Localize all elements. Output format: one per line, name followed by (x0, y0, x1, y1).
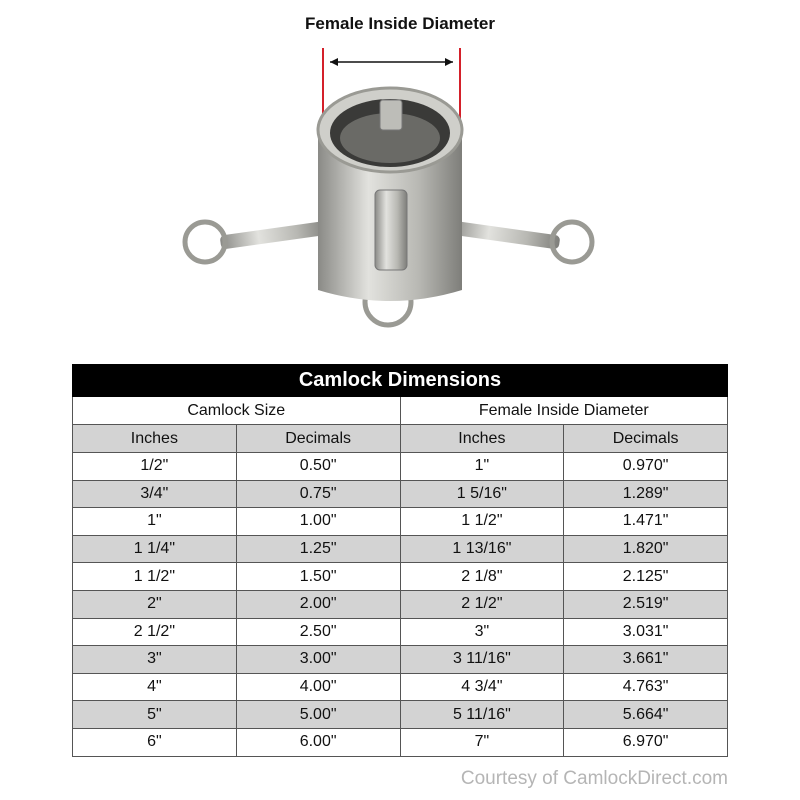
table-cell: 1.00" (236, 508, 400, 536)
column-header: Decimals (236, 425, 400, 453)
table-cell: 5.00" (236, 701, 400, 729)
table-cell: 5 11/16" (400, 701, 564, 729)
table-cell: 0.970" (564, 453, 728, 481)
table-cell: 2 1/2" (73, 618, 237, 646)
table-cell: 0.50" (236, 453, 400, 481)
camlock-fitting-illustration (170, 40, 610, 340)
table-cell: 1 1/2" (400, 508, 564, 536)
table-cell: 6.00" (236, 728, 400, 756)
table-cell: 1" (400, 453, 564, 481)
table-cell: 1 1/4" (73, 535, 237, 563)
table-cell: 1.50" (236, 563, 400, 591)
table-cell: 2.50" (236, 618, 400, 646)
table-row (73, 701, 728, 729)
table-cell: 4 3/4" (400, 673, 564, 701)
table-cell: 3/4" (73, 480, 237, 508)
table-cell: 6" (73, 728, 237, 756)
table-row (73, 618, 728, 646)
table-row (73, 535, 728, 563)
table-cell: 3" (73, 646, 237, 674)
table-cell: 2.125" (564, 563, 728, 591)
table-cell: 4" (73, 673, 237, 701)
camlock-dimensions-table (72, 364, 728, 757)
table-row (73, 646, 728, 674)
table-row (73, 673, 728, 701)
table-cell: 2" (73, 590, 237, 618)
table-cell: 3.661" (564, 646, 728, 674)
table-cell: 5" (73, 701, 237, 729)
table-cell: 5.664" (564, 701, 728, 729)
table-cell: 3.00" (236, 646, 400, 674)
table-cell: 2.00" (236, 590, 400, 618)
table-cell: 4.763" (564, 673, 728, 701)
table-cell: 0.75" (236, 480, 400, 508)
table-cell: 1 1/2" (73, 563, 237, 591)
table-cell: 2.519" (564, 590, 728, 618)
table-cell: 1/2" (73, 453, 237, 481)
column-header: Inches (73, 425, 237, 453)
table-cell: 1" (73, 508, 237, 536)
group-header-female-inside-diameter: Female Inside Diameter (400, 397, 728, 425)
table-cell: 3.031" (564, 618, 728, 646)
diameter-label: Female Inside Diameter (305, 14, 495, 33)
table-cell: 7" (400, 728, 564, 756)
table-cell: 6.970" (564, 728, 728, 756)
table-row (73, 728, 728, 756)
table-title: Camlock Dimensions (73, 365, 728, 397)
table-cell: 4.00" (236, 673, 400, 701)
credit-text: Courtesy of CamlockDirect.com (460, 768, 728, 789)
table-cell: 2 1/2" (400, 590, 564, 618)
table-cell: 1.820" (564, 535, 728, 563)
table-row (73, 563, 728, 591)
table-row (73, 480, 728, 508)
table-row (73, 453, 728, 481)
table-cell: 1.289" (564, 480, 728, 508)
column-header: Decimals (564, 425, 728, 453)
table-row (73, 508, 728, 536)
table-cell: 2 1/8" (400, 563, 564, 591)
table-cell: 1.471" (564, 508, 728, 536)
table-cell: 1 13/16" (400, 535, 564, 563)
table-row (73, 590, 728, 618)
table-cell: 1 5/16" (400, 480, 564, 508)
group-header-camlock-size: Camlock Size (73, 397, 401, 425)
table-cell: 3 11/16" (400, 646, 564, 674)
column-header: Inches (400, 425, 564, 453)
table-cell: 1.25" (236, 535, 400, 563)
table-cell: 3" (400, 618, 564, 646)
